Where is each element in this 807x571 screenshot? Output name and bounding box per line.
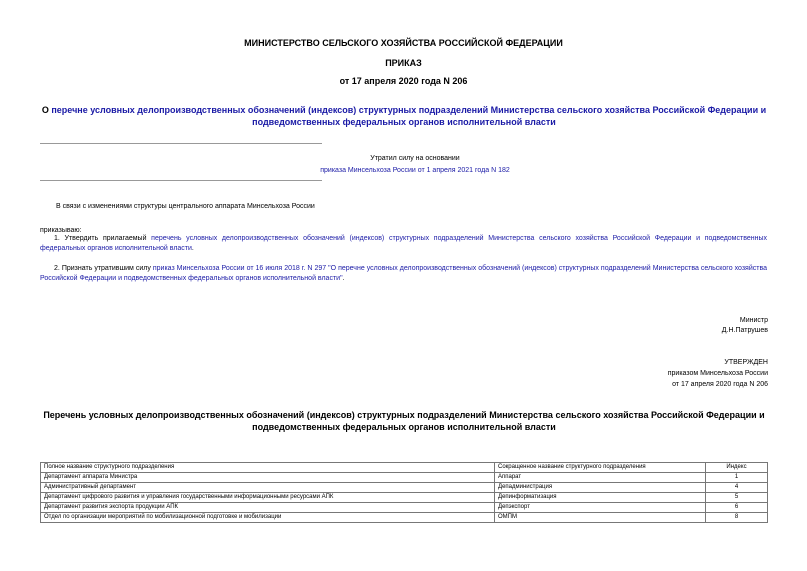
cell-full-name: Административный департамент bbox=[41, 483, 495, 493]
index-table bbox=[40, 462, 768, 523]
title-link[interactable]: перечне условных делопроизводственных обозначений (индексов) структурных подразделений Министерства сельского хозяйства Российской Федерации и подведомственных федеральных органов исполнительной власти bbox=[51, 105, 767, 127]
p2-suffix: . bbox=[342, 275, 345, 282]
p1-suffix: . bbox=[191, 245, 194, 252]
signature-position: Министр bbox=[739, 317, 768, 324]
cell-short-name: Аппарат bbox=[495, 473, 706, 483]
signature-block bbox=[640, 316, 768, 336]
table-row bbox=[41, 473, 768, 483]
ministry-name: МИНИСТЕРСТВО СЕЛЬСКОГО ХОЗЯЙСТВА РОССИЙСКОЙ ФЕДЕРАЦИИ bbox=[244, 38, 563, 48]
document-type: ПРИКАЗ bbox=[385, 58, 422, 68]
cell-index: 1 bbox=[706, 473, 768, 483]
cell-full-name: Департамент цифрового развития и управления государственными информационными ресурсами АПК bbox=[41, 493, 495, 503]
divider-top bbox=[40, 143, 322, 144]
paragraph-2 bbox=[40, 264, 767, 284]
cell-short-name: Депэкспорт bbox=[495, 503, 706, 513]
approval-line-2: приказом Минсельхоза России bbox=[667, 370, 768, 377]
approval-line-3: от 17 апреля 2020 года N 206 bbox=[672, 381, 768, 388]
cell-full-name: Департамент развития экспорта продукции АПК bbox=[41, 503, 495, 513]
document-date-number: от 17 апреля 2020 года N 206 bbox=[339, 76, 468, 86]
table-row bbox=[41, 483, 768, 493]
cell-index: 6 bbox=[706, 503, 768, 513]
intro-text: В связи с изменениями структуры центрального аппарата Минсельхоза России bbox=[56, 203, 315, 210]
header-index: Индекс bbox=[706, 463, 768, 473]
p1-link[interactable]: перечень условных делопроизводственных обозначений (индексов) структурных подразделений Министерства сельского хозяйства Российской Федерации и подведомственных федеральных органов исполнительной власти bbox=[40, 235, 767, 252]
p1-prefix: 1. Утвердить прилагаемый bbox=[54, 235, 152, 242]
revocation-text: Утратил силу на основании bbox=[370, 155, 460, 162]
table-header-row bbox=[41, 463, 768, 473]
cell-index: 5 bbox=[706, 493, 768, 503]
cell-full-name: Отдел по организации мероприятий по мобилизационной подготовке и мобилизации bbox=[41, 513, 495, 523]
cell-short-name: Депадминистрация bbox=[495, 483, 706, 493]
revocation-note bbox=[300, 153, 530, 177]
paragraph-1 bbox=[40, 234, 767, 254]
cell-index: 8 bbox=[706, 513, 768, 523]
list-title: Перечень условных делопроизводственных обозначений (индексов) структурных подразделений Министерства сельского хозяйства Российской Федерации и подведомственных федеральных органов исполнительной власти bbox=[43, 410, 765, 432]
cell-index: 4 bbox=[706, 483, 768, 493]
divider-bottom bbox=[40, 180, 322, 181]
title-prefix: О bbox=[41, 105, 52, 115]
p2-prefix: 2. Признать утратившим силу bbox=[54, 265, 153, 272]
header-full-name: Полное название структурного подразделения bbox=[41, 463, 495, 473]
signature-name: Д.Н.Патрушев bbox=[721, 327, 768, 334]
order-word: приказываю: bbox=[40, 227, 82, 234]
cell-full-name: Департамент аппарата Министра bbox=[41, 473, 495, 483]
approval-line-1: УТВЕРЖДЕН bbox=[724, 359, 768, 366]
revocation-link[interactable]: приказа Минсельхоза России от 1 апреля 2021 года N 182 bbox=[320, 167, 510, 174]
cell-short-name: Депинформатизация bbox=[495, 493, 706, 503]
table-row bbox=[41, 503, 768, 513]
table-row bbox=[41, 493, 768, 503]
cell-short-name: ОМПМ bbox=[495, 513, 706, 523]
approval-block bbox=[580, 357, 768, 390]
table-row bbox=[41, 513, 768, 523]
document-title bbox=[40, 104, 768, 128]
header-short-name: Сокращенное название структурного подразделения bbox=[495, 463, 706, 473]
p2-link[interactable]: приказ Минсельхоза России от 16 июля 2018 г. N 297 "О перечне условных делопроизводственных обозначений (индексов) структурных подразделений Министерства сельского хозяйства Российской Федерации и подведомственных федеральных органов исполнительной власти" bbox=[40, 265, 767, 282]
